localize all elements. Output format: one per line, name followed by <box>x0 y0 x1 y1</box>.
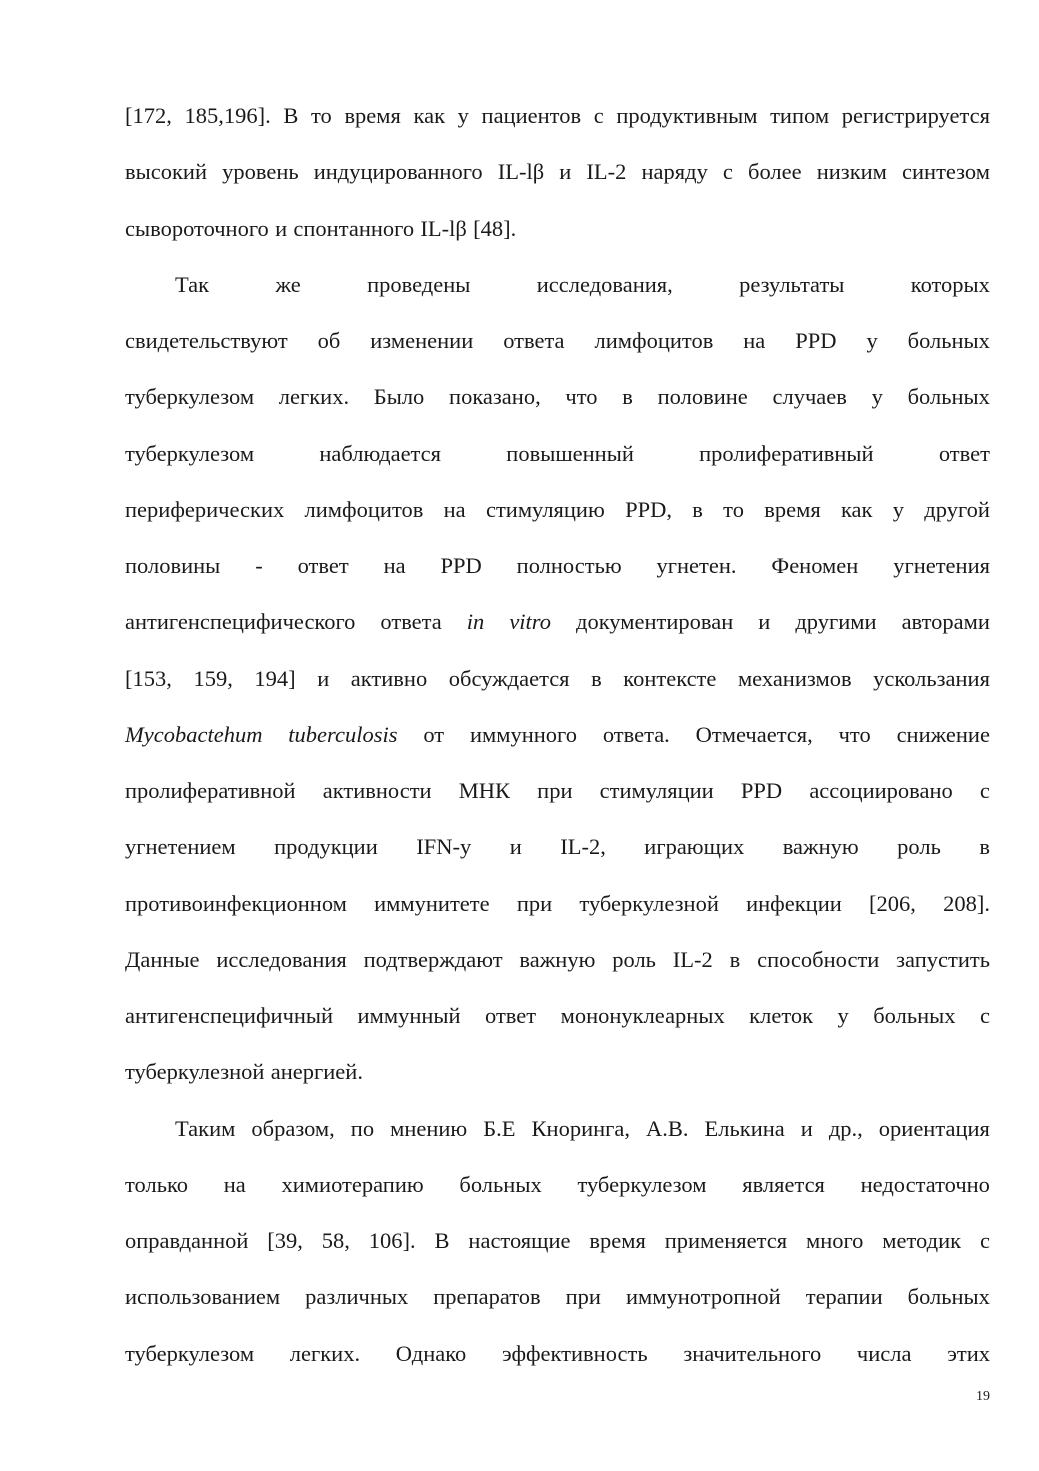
word: стимуляции <box>599 778 714 803</box>
word: синтезом <box>902 159 990 185</box>
word: то <box>723 496 744 522</box>
word: значительного <box>683 1340 822 1366</box>
word: от <box>423 721 445 747</box>
word: полностью <box>516 553 622 578</box>
word: ответа <box>503 328 565 353</box>
word: проведены <box>367 271 471 297</box>
word: мнению <box>390 1115 468 1141</box>
word: свидетельствуют <box>125 328 288 353</box>
word: на <box>223 1171 246 1197</box>
word: IL-lβ <box>497 159 545 185</box>
word: продукции <box>274 834 378 860</box>
word: только <box>125 1171 189 1197</box>
word: ориентация <box>878 1115 990 1141</box>
word: об <box>317 328 341 353</box>
word: как <box>413 103 446 128</box>
word: IL-2 <box>672 946 713 972</box>
word: анергией. <box>270 1059 363 1085</box>
word: показано, <box>449 384 541 410</box>
word: МНК <box>458 778 510 803</box>
word: Было <box>373 384 425 410</box>
word: применяется <box>664 1228 788 1253</box>
word: В <box>283 103 299 128</box>
word: Так <box>175 271 210 297</box>
word: у <box>457 103 469 128</box>
text-line <box>125 1044 990 1100</box>
text-line <box>125 201 990 257</box>
word: механизмов <box>737 665 852 691</box>
word: больных <box>907 384 990 410</box>
page-number: 19 <box>976 1389 990 1404</box>
word: больных <box>907 328 990 353</box>
word: эффективность <box>501 1340 648 1366</box>
word: IL-lβ <box>420 215 467 241</box>
word: половины <box>125 553 221 578</box>
word: Таким <box>175 1115 236 1141</box>
word: у <box>892 496 905 522</box>
word: которых <box>910 271 990 297</box>
word: что <box>565 384 598 410</box>
word: туберкулезом <box>125 1340 255 1366</box>
word: контексте <box>623 665 717 691</box>
word: при <box>516 890 553 916</box>
word: низким <box>816 159 887 185</box>
word: vitro <box>509 609 551 635</box>
text-line <box>125 1269 990 1325</box>
word: различных <box>305 1284 409 1310</box>
word: Феномен <box>771 553 859 578</box>
text-line <box>125 932 990 988</box>
word: авторами <box>901 609 990 635</box>
text-line <box>125 876 990 932</box>
word: и <box>509 834 522 860</box>
word: др., <box>828 1115 863 1141</box>
word: инфекции <box>746 890 842 916</box>
word: пациентов <box>481 103 582 128</box>
word: лимфоцитов <box>594 328 714 353</box>
word: больных <box>907 1284 990 1310</box>
text-line <box>125 1213 990 1269</box>
word: наблюдается <box>319 440 442 466</box>
word: с <box>722 159 733 185</box>
word: терапии <box>805 1284 883 1310</box>
word: и <box>275 215 288 241</box>
word: противоинфекционном <box>125 890 347 916</box>
word: недостаточно <box>860 1171 990 1197</box>
word: методик <box>882 1228 962 1253</box>
word: ответ <box>297 553 349 578</box>
word: типом <box>770 103 830 128</box>
word: исследования <box>216 946 347 972</box>
word: 208]. <box>943 890 990 916</box>
word: индуцированного <box>313 159 483 185</box>
word: Отмечается, <box>695 721 813 747</box>
text-line <box>125 819 990 875</box>
word: 106]. <box>368 1228 416 1253</box>
word: В <box>434 1228 450 1253</box>
word: - <box>255 553 263 578</box>
word: у <box>871 384 883 410</box>
word: Кноринга, <box>531 1115 631 1141</box>
word: же <box>275 271 301 297</box>
text-line <box>125 594 990 650</box>
word: лимфоцитов <box>304 496 424 522</box>
word: сывороточного <box>125 215 269 241</box>
word: у <box>837 1003 849 1028</box>
word: А.В. <box>646 1115 689 1141</box>
word: [39, <box>267 1228 303 1253</box>
word: этих <box>947 1340 990 1366</box>
word: время <box>764 496 821 522</box>
word: с <box>979 1228 990 1253</box>
word: документирован <box>576 609 734 635</box>
word: в <box>692 496 703 522</box>
text-line <box>125 1326 990 1382</box>
word: повышенный <box>506 440 634 466</box>
word: 58, <box>321 1228 350 1253</box>
word: высокий <box>125 159 207 185</box>
word: является <box>742 1171 825 1197</box>
word: запустить <box>896 946 990 972</box>
word: Mycobactehum <box>125 721 263 747</box>
word: и <box>758 609 771 635</box>
word: половине <box>657 384 748 410</box>
word: играющих <box>644 834 745 860</box>
word: 159, <box>193 665 233 691</box>
word: PPD <box>795 328 837 353</box>
word: in <box>466 609 485 635</box>
word: оправданной <box>125 1228 249 1253</box>
word: использованием <box>125 1284 281 1310</box>
word: другими <box>795 609 877 635</box>
word: изменении <box>370 328 474 353</box>
word: уровень <box>222 159 299 185</box>
word: периферических <box>125 496 285 522</box>
word: [153, <box>125 665 172 691</box>
word: обсуждается <box>448 665 570 691</box>
word: ассоциировано <box>809 778 953 803</box>
word: 194] <box>254 665 296 691</box>
word: антигенспецифичный <box>125 1003 334 1028</box>
word: [172, <box>125 103 172 128</box>
word: время <box>589 1228 646 1253</box>
text-line <box>125 313 990 369</box>
word: Данные <box>125 946 200 972</box>
word: время <box>344 103 401 128</box>
word: PPD <box>740 778 783 803</box>
word: ответ <box>938 440 990 466</box>
word: образом, <box>251 1115 335 1141</box>
word: наряду <box>641 159 708 185</box>
word: туберкулезом <box>577 1171 707 1197</box>
word: роль <box>612 946 656 972</box>
word: туберкулезом <box>125 384 255 410</box>
word: угнетения <box>893 553 990 578</box>
word: [48]. <box>473 215 517 241</box>
text-line <box>125 369 990 425</box>
text-line <box>125 707 990 763</box>
text-line <box>125 144 990 200</box>
word: PPD <box>440 553 482 578</box>
text-line <box>125 257 990 313</box>
word: продуктивным <box>616 103 758 128</box>
text-line <box>125 988 990 1044</box>
word: антигенспецифического <box>125 609 356 635</box>
word: важную <box>519 946 596 972</box>
word: туберкулезом <box>125 440 255 466</box>
word: регистрируется <box>841 103 990 128</box>
word: у <box>866 328 878 353</box>
word: много <box>805 1228 864 1253</box>
word: иммунотропной <box>625 1284 781 1310</box>
word: по <box>350 1115 375 1141</box>
word: активно <box>350 665 428 691</box>
word: на <box>743 328 766 353</box>
word: угнетением <box>125 834 236 860</box>
word: пролиферативный <box>699 440 874 466</box>
word: в <box>729 946 741 972</box>
word: химиотерапию <box>281 1171 424 1197</box>
word: более <box>748 159 802 185</box>
word: IL-2, <box>560 834 606 860</box>
word: с <box>979 778 990 803</box>
text-line <box>125 426 990 482</box>
word: результаты <box>739 271 845 297</box>
word: Однако <box>395 1340 467 1366</box>
word: [206, <box>869 890 916 916</box>
word: с <box>979 1003 990 1028</box>
word: при <box>537 778 573 803</box>
text-line <box>125 88 990 144</box>
word: клеток <box>749 1003 814 1028</box>
word: ответа <box>380 609 442 635</box>
word: способности <box>757 946 880 972</box>
text-line <box>125 1101 990 1157</box>
word: IFN-y <box>416 834 472 860</box>
text-line <box>125 538 990 594</box>
word: в <box>591 665 602 691</box>
word: при <box>565 1284 601 1310</box>
word: Б.Е <box>483 1115 516 1141</box>
word: спонтанного <box>293 215 415 241</box>
word: иммунного <box>469 721 577 747</box>
word: как <box>840 496 873 522</box>
document-page <box>125 88 990 1382</box>
word: стимуляцию <box>485 496 605 522</box>
text-line <box>125 482 990 538</box>
word: мононуклеарных <box>560 1003 725 1028</box>
word: туберкулезной <box>579 890 719 916</box>
word: на <box>443 496 466 522</box>
word: больных <box>873 1003 956 1028</box>
word: ответа. <box>602 721 670 747</box>
word: туберкулезной <box>125 1059 265 1085</box>
word: и <box>559 159 572 185</box>
word: на <box>383 553 406 578</box>
word: активности <box>322 778 432 803</box>
word: Елькина <box>704 1115 785 1141</box>
word: исследования, <box>536 271 673 297</box>
word: другой <box>924 496 990 522</box>
word: в <box>622 384 633 410</box>
word: больных <box>459 1171 542 1197</box>
word: снижение <box>896 721 990 747</box>
text-line <box>125 651 990 707</box>
word: случаев <box>772 384 847 410</box>
word: tuberculosis <box>288 721 398 747</box>
word: что <box>838 721 871 747</box>
text-line <box>125 763 990 819</box>
word: легких. <box>289 1340 361 1366</box>
word: препаратов <box>433 1284 541 1310</box>
word: настоящие <box>468 1228 571 1253</box>
word: ускользания <box>873 665 990 691</box>
word: ответ <box>485 1003 537 1028</box>
word: важную <box>782 834 859 860</box>
word: иммунитете <box>374 890 490 916</box>
word: пролиферативной <box>125 778 296 803</box>
word: в <box>979 834 990 860</box>
word: PPD, <box>625 496 672 522</box>
word: и <box>317 665 330 691</box>
word: числа <box>856 1340 912 1366</box>
word: IL-2 <box>586 159 627 185</box>
word: подтверждают <box>363 946 503 972</box>
word: иммунный <box>357 1003 461 1028</box>
word: с <box>593 103 604 128</box>
word: легких. <box>278 384 350 410</box>
text-line <box>125 1157 990 1213</box>
word: и <box>800 1115 813 1141</box>
word: то <box>311 103 332 128</box>
word: 185,196]. <box>184 103 271 128</box>
word: роль <box>897 834 941 860</box>
word: угнетен. <box>656 553 737 578</box>
